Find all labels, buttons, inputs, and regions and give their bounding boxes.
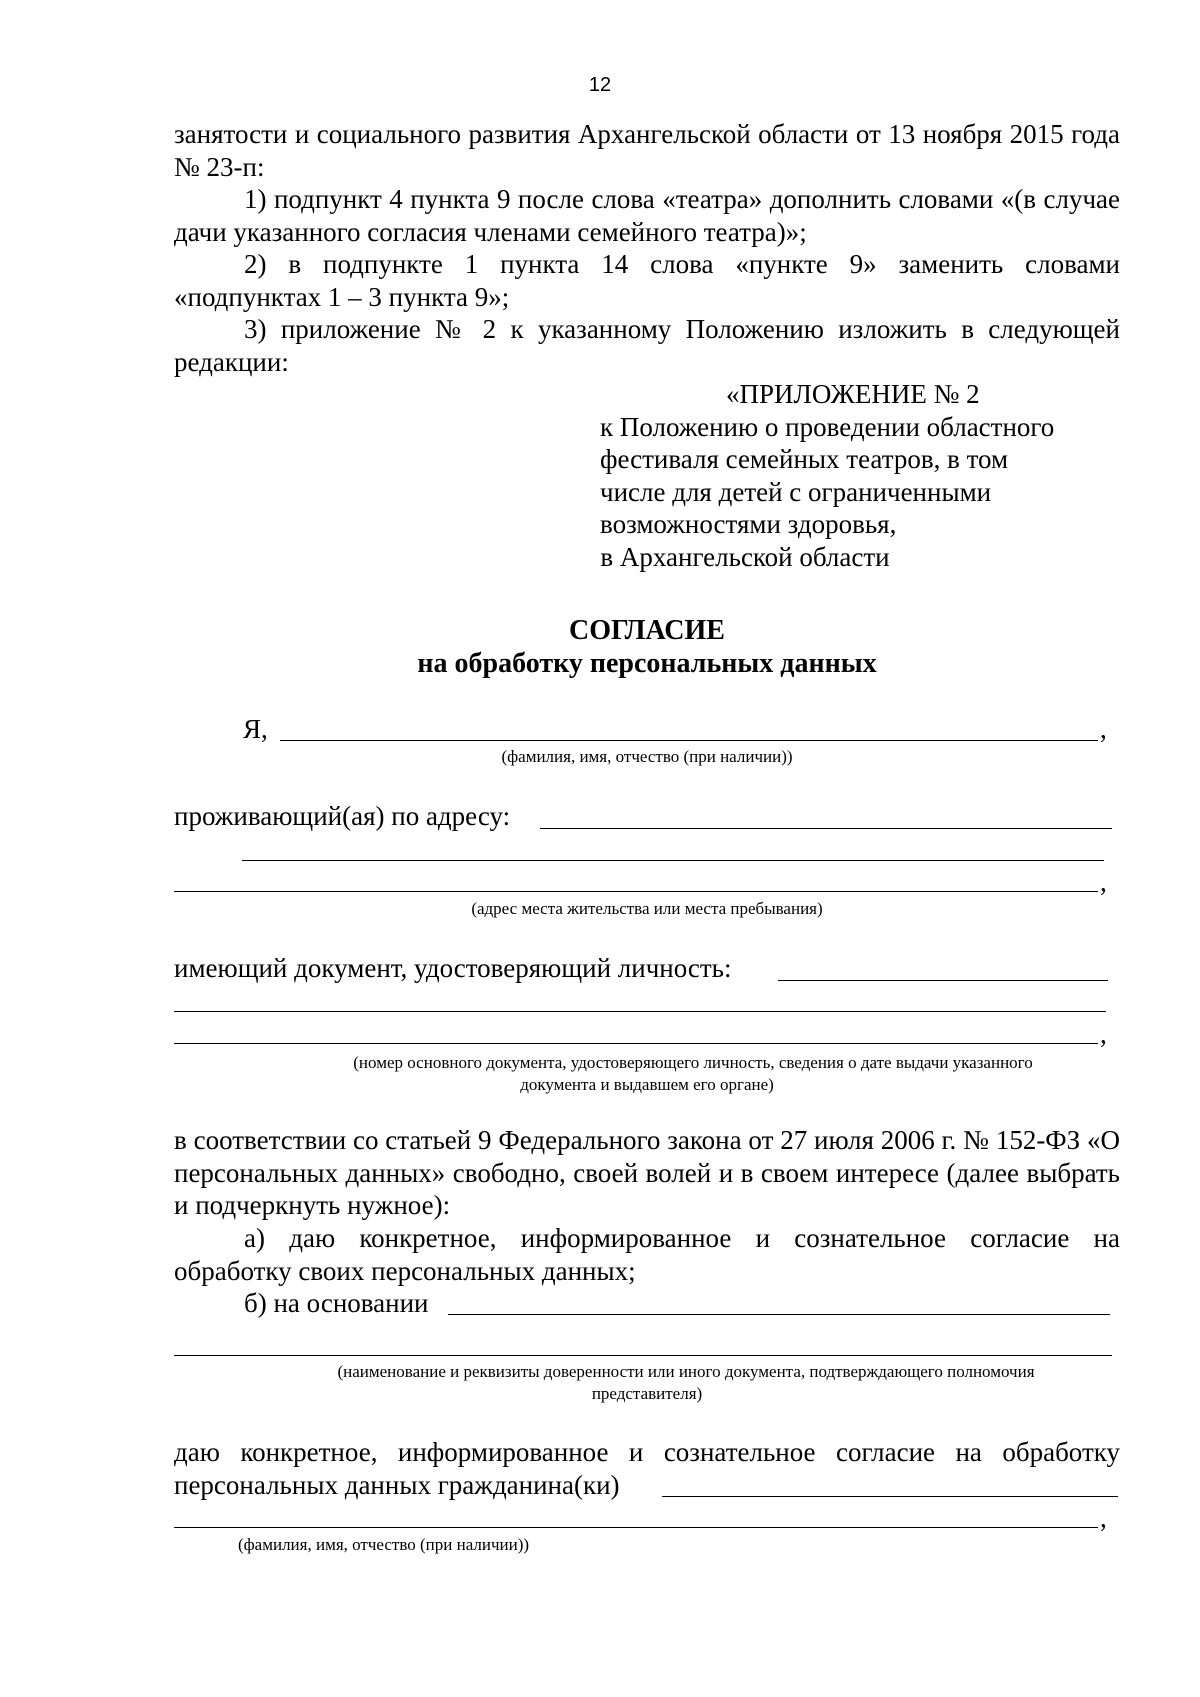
annex-line-6: в Архангельской области xyxy=(600,541,890,572)
item-b-label: б) на основании xyxy=(244,1288,429,1318)
fio-caption: (фамилия, имя, отчество (при наличии)) xyxy=(501,747,793,766)
citizen-line-2[interactable] xyxy=(174,1527,1098,1528)
ya-label: Я, xyxy=(243,714,268,744)
page-number: 12 xyxy=(588,74,612,96)
annex-line-2: к Положению о проведении областного xyxy=(600,411,1055,442)
address-label: проживающий(ая) по адресу: xyxy=(174,801,511,831)
document-line-3[interactable] xyxy=(174,1043,1098,1044)
document-line-2[interactable] xyxy=(174,1011,1106,1012)
consent-paragraph-line-1: даю конкретное, информированное и сознательное согласие на обработку xyxy=(174,1437,1120,1467)
citizen-line-1[interactable] xyxy=(662,1496,1118,1497)
annex-line-4: числе для детей с ограниченными xyxy=(600,476,992,507)
document-line-1[interactable] xyxy=(778,980,1108,981)
document-caption-line-1: (номер основного документа, удостоверяющего личность, сведения о дате выдачи указанного xyxy=(353,1053,1033,1072)
amendment-item-2: 2) в подпункте 1 пункта 14 слова «пункте 9» заменить словами «подпунктах 1 – 3 пункта 9»; xyxy=(174,249,1120,312)
amendment-item-1: 1) подпункт 4 пункта 9 после слова «театра» дополнить словами «(в случае дачи указанного согласия членами семейного театра)»; xyxy=(174,184,1120,247)
address-line-2[interactable] xyxy=(242,860,1104,861)
document-caption-line-2: документа и выдавшем его органе) xyxy=(520,1075,774,1094)
address-comma: , xyxy=(1100,867,1107,897)
intro-paragraph: занятости и социального развития Архангельской области от 13 ноября 2015 года № 23-п: xyxy=(174,119,1120,182)
document-comma: , xyxy=(1100,1019,1107,1049)
amendment-item-3: 3) приложение № 2 к указанному Положению изложить в следующей редакции: xyxy=(174,314,1120,377)
basis-caption-line-1: (наименование и реквизиты доверенности или иного документа, подтверждающего полномочия xyxy=(337,1362,1035,1381)
annex-header xyxy=(600,378,1055,573)
citizen-comma: , xyxy=(1100,1503,1107,1533)
consent-paragraph-line-2: персональных данных гражданина(ки) xyxy=(174,1470,620,1500)
address-line-1[interactable] xyxy=(540,828,1112,829)
document-subtitle: на обработку персональных данных xyxy=(417,648,877,679)
fio-comma: , xyxy=(1100,714,1107,744)
address-line-3[interactable] xyxy=(174,891,1098,892)
basis-line-1[interactable] xyxy=(448,1314,1110,1315)
consent-item-a: а) даю конкретное, информированное и сознательное согласие на обработку своих персональных данных; xyxy=(174,1223,1120,1286)
address-caption: (адрес места жительства или места пребывания) xyxy=(471,899,823,918)
document-label: имеющий документ, удостоверяющий личность: xyxy=(174,953,732,983)
document-title: СОГЛАСИЕ xyxy=(569,615,725,646)
fio-line[interactable] xyxy=(280,740,1098,741)
basis-caption-line-2: представителя) xyxy=(591,1384,703,1403)
citizen-caption: (фамилия, имя, отчество (при наличии)) xyxy=(238,1535,530,1554)
annex-title: «ПРИЛОЖЕНИЕ № 2 xyxy=(726,379,980,409)
annex-line-3: фестиваля семейных театров, в том xyxy=(600,444,1009,474)
basis-line-2[interactable] xyxy=(174,1355,1112,1356)
annex-line-5: возможностями здоровья, xyxy=(600,509,897,539)
law-reference-paragraph: в соответствии со статьей 9 Федерального закона от 27 июля 2006 г. № 152-ФЗ «О персональных данных» свободно, своей волей и в своем интересе (далее выбрать и подчеркнуть нужное): xyxy=(174,1125,1120,1220)
